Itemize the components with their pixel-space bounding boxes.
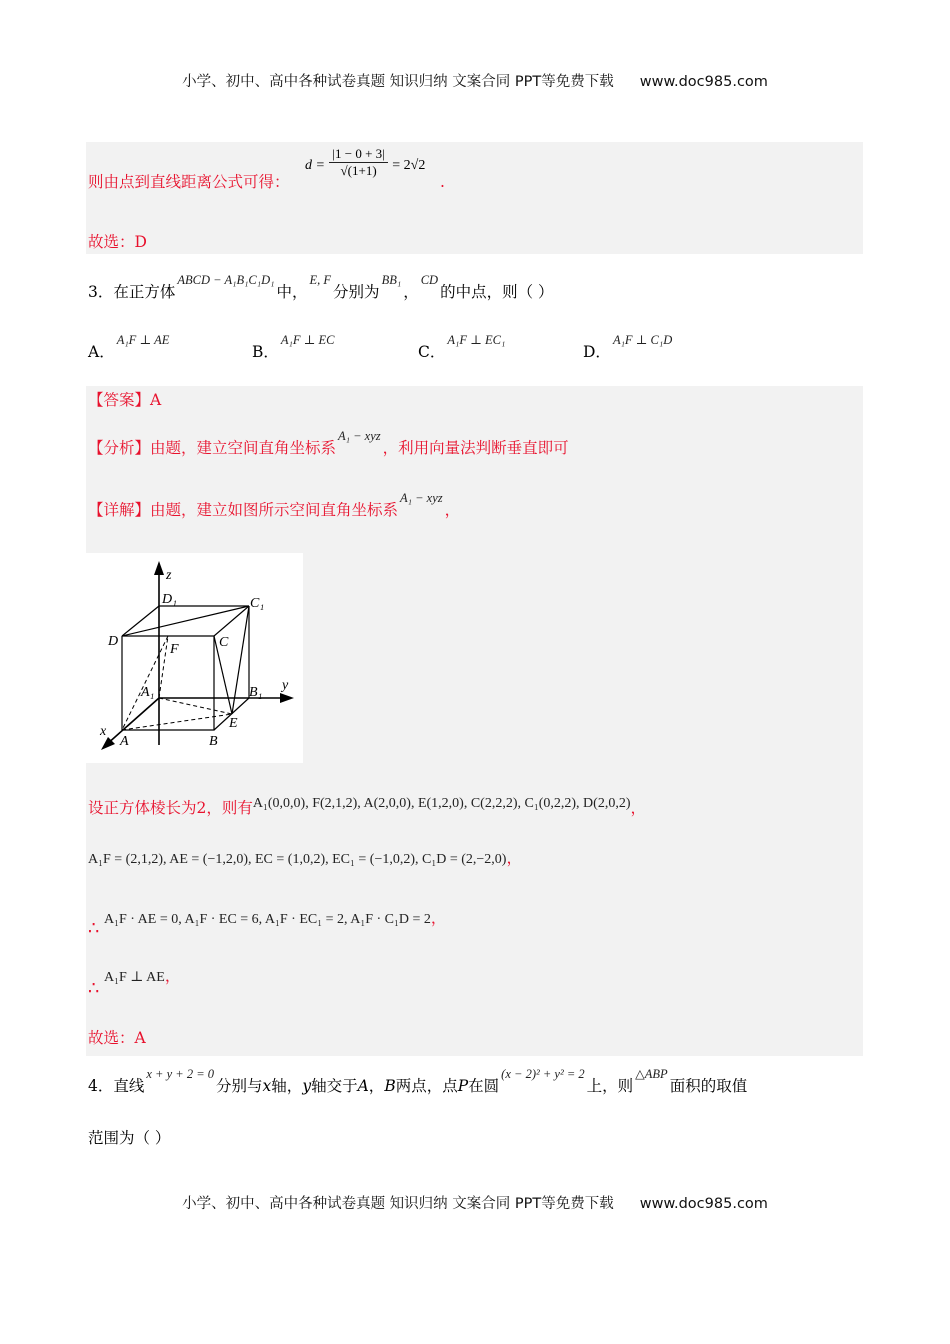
therefore-2: ∴ (88, 978, 100, 999)
label-b: B (209, 734, 218, 749)
label-c1: C₁ (250, 596, 265, 611)
question-4-line2: 范围为（ ） (88, 1129, 171, 1147)
label-d1: D₁ (162, 592, 177, 607)
distance-period: . (440, 173, 445, 191)
question-3: 3．在正方体$^{ABCD - A_1B_1C_1D_1}$中，$^{E, F}$分别为$^{BB_1}$，$^{CD}$的中点，则（ ） (88, 273, 554, 301)
label-c: C (219, 635, 229, 650)
option-d[interactable]: D．$^{A_1F \perp C_1D}$ (583, 333, 673, 361)
option-c[interactable]: C．$^{A_1F \perp EC_1}$ (418, 333, 506, 361)
analysis: 【分析】由题，建立空间直角坐标系$^{A_1 - xyz}$，利用向量法判断垂直即可 (88, 429, 569, 457)
conclusion: A₁F ⊥ AE， (104, 967, 181, 985)
distance-intro: 则由点到直线距离公式可得： (88, 173, 290, 191)
label-d: D (108, 634, 119, 649)
dot-products: A₁F · AE = 0, A₁F · EC = 6, A₁F · EC₁ = 2, A₁F · C₁D = 2， (104, 909, 447, 927)
label-a1: A₁ (141, 685, 155, 700)
therefore-1: ∴ (88, 918, 100, 939)
page-header (0, 70, 950, 91)
setup: 设正方体棱长为2，则有A₁(0,0,0), F(2,1,2), A(2,0,0), E(1,2,0), C(2,2,2), C₁(0,2,2), D(2,0,2)， (88, 796, 646, 817)
header-text: 小学、初中、高中各种试卷真题 知识归纳 文案合同 PPT等免费下载 (182, 74, 614, 90)
footer-text: 小学、初中、高中各种试卷真题 知识归纳 文案合同 PPT等免费下载 (182, 1196, 614, 1212)
detail: 【详解】由题，建立如图所示空间直角坐标系$^{A_1 - xyz}$， (88, 491, 461, 519)
distance-formula: d = $\frac{|1 - 0 + 3|}{√(1+1)}$ = 2√2 (305, 146, 426, 178)
label-x: x (100, 724, 107, 739)
page-footer (0, 1192, 950, 1213)
footer-site[interactable]: www.doc985.com (639, 1196, 768, 1212)
answer: 【答案】A (88, 391, 162, 409)
option-b[interactable]: B．$^{A_1F \perp EC}$ (252, 333, 335, 361)
label-e: E (229, 716, 238, 731)
label-z: z (166, 568, 172, 583)
choice-d: 故选：D (88, 233, 147, 251)
option-a[interactable]: A．$^{A_1F \perp AE}$ (88, 333, 170, 361)
solution-block-1 (86, 142, 863, 254)
question-4: 4．直线$^{x + y + 2 = 0}$分别与x轴，y轴交于A，B两点，点P在圆$^{(x - 2)^2 + y^2 = 2}$上，则$^{\triangle ABP}$面积的取值 (88, 1067, 748, 1095)
cube-figure (86, 553, 303, 763)
header-site[interactable]: www.doc985.com (639, 74, 768, 90)
label-b1: B₁ (249, 685, 263, 700)
label-y: y (282, 678, 289, 693)
vectors: A₁F = (2,1,2), AE = (−1,2,0), EC = (1,0,2), EC₁ = (−1,0,2), C₁D = (2,−2,0)， (88, 849, 522, 867)
x-axis (106, 698, 159, 745)
label-f: F (170, 642, 179, 657)
label-a: A (120, 734, 129, 749)
choice-a: 故选：A (88, 1029, 146, 1047)
